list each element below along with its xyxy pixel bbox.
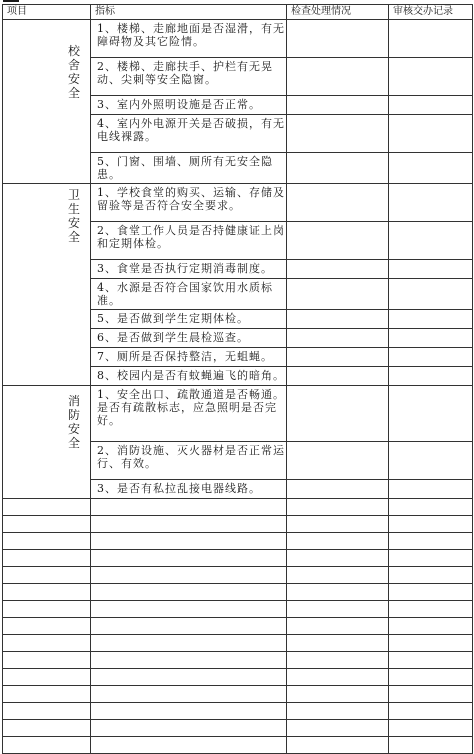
header-underline-mark [3, 0, 19, 2]
safety-inspection-table [2, 4, 473, 754]
indicator-cell: 3、室内外照明设施是否正常。 [91, 96, 287, 115]
inspection-cell[interactable] [287, 367, 389, 386]
empty-cell[interactable] [3, 618, 91, 635]
empty-cell[interactable] [389, 737, 473, 754]
empty-row [3, 669, 473, 686]
empty-row [3, 567, 473, 584]
empty-cell[interactable] [287, 737, 389, 754]
empty-cell[interactable] [3, 635, 91, 652]
empty-cell[interactable] [3, 703, 91, 720]
review-cell[interactable] [389, 442, 473, 480]
empty-cell[interactable] [91, 720, 287, 737]
empty-cell[interactable] [287, 567, 389, 584]
empty-cell[interactable] [389, 686, 473, 703]
empty-cell[interactable] [287, 720, 389, 737]
empty-cell[interactable] [3, 720, 91, 737]
table-row [3, 184, 473, 222]
header-review: 审核交办记录 [389, 5, 473, 20]
empty-row [3, 533, 473, 550]
empty-row [3, 737, 473, 754]
indicator-cell: 5、是否做到学生定期体检。 [91, 310, 287, 329]
inspection-cell[interactable] [287, 184, 389, 222]
inspection-cell[interactable] [287, 153, 389, 184]
empty-rows [3, 499, 473, 754]
inspection-cell[interactable] [287, 260, 389, 279]
empty-cell[interactable] [389, 550, 473, 567]
indicator-cell: 2、食堂工作人员是否持健康证上岗和定期体检。 [91, 222, 287, 260]
review-cell[interactable] [389, 279, 473, 310]
inspection-cell[interactable] [287, 310, 389, 329]
indicator-cell: 4、室内外电源开关是否破损，有无电线裸露。 [91, 115, 287, 153]
category-fire [3, 386, 91, 499]
indicator-cell: 8、校园内是否有蚊蝇遍飞的暗角。 [91, 367, 287, 386]
empty-cell[interactable] [91, 669, 287, 686]
category-label: 卫生安全 [67, 188, 80, 244]
indicator-cell: 5、门窗、围墙、厕所有无安全隐患。 [91, 153, 287, 184]
empty-cell[interactable] [389, 567, 473, 584]
review-cell[interactable] [389, 20, 473, 58]
empty-row [3, 686, 473, 703]
inspection-cell[interactable] [287, 20, 389, 58]
inspection-cell[interactable] [287, 329, 389, 348]
empty-row [3, 618, 473, 635]
category-label: 消防安全 [67, 394, 80, 450]
header-inspection: 检查处理情况 [287, 5, 389, 20]
review-cell[interactable] [389, 222, 473, 260]
empty-cell[interactable] [287, 584, 389, 601]
empty-cell[interactable] [3, 550, 91, 567]
empty-cell[interactable] [91, 601, 287, 618]
empty-row [3, 601, 473, 618]
review-cell[interactable] [389, 184, 473, 222]
empty-cell[interactable] [287, 686, 389, 703]
empty-cell[interactable] [287, 618, 389, 635]
header-indicator: 指标 [91, 5, 287, 20]
indicator-cell: 3、是否有私拉乱接电器线路。 [91, 480, 287, 499]
empty-cell[interactable] [3, 567, 91, 584]
empty-cell[interactable] [3, 584, 91, 601]
empty-cell[interactable] [389, 635, 473, 652]
inspection-cell[interactable] [287, 115, 389, 153]
inspection-cell[interactable] [287, 442, 389, 480]
review-cell[interactable] [389, 480, 473, 499]
review-cell[interactable] [389, 153, 473, 184]
empty-cell[interactable] [389, 601, 473, 618]
empty-row [3, 499, 473, 516]
header-project: 项目 [3, 5, 91, 20]
empty-cell[interactable] [91, 703, 287, 720]
empty-cell[interactable] [91, 567, 287, 584]
empty-cell[interactable] [287, 499, 389, 516]
inspection-cell[interactable] [287, 348, 389, 367]
empty-cell[interactable] [91, 635, 287, 652]
indicator-cell: 6、是否做到学生晨检巡查。 [91, 329, 287, 348]
empty-cell[interactable] [389, 516, 473, 533]
table-row [3, 20, 473, 58]
empty-cell[interactable] [389, 652, 473, 669]
indicator-cell: 7、厕所是否保持整洁，无蛆蝇。 [91, 348, 287, 367]
review-cell[interactable] [389, 329, 473, 348]
indicator-cell: 2、消防设施、灭火器材是否正常运行、有效。 [91, 442, 287, 480]
empty-cell[interactable] [3, 499, 91, 516]
review-cell[interactable] [389, 367, 473, 386]
header-row [3, 5, 473, 20]
empty-row [3, 550, 473, 567]
review-cell[interactable] [389, 58, 473, 96]
table-row [3, 386, 473, 442]
empty-cell[interactable] [91, 533, 287, 550]
empty-cell[interactable] [3, 686, 91, 703]
indicator-cell: 1、安全出口、疏散通道是否畅通。是否有疏散标志，应急照明是否完好。 [91, 386, 287, 442]
review-cell[interactable] [389, 386, 473, 442]
empty-cell[interactable] [91, 550, 287, 567]
empty-cell[interactable] [287, 516, 389, 533]
empty-cell[interactable] [287, 669, 389, 686]
category-label: 校舍安全 [67, 44, 80, 100]
empty-cell[interactable] [91, 686, 287, 703]
empty-row [3, 652, 473, 669]
inspection-cell[interactable] [287, 58, 389, 96]
empty-cell[interactable] [3, 601, 91, 618]
empty-cell[interactable] [389, 703, 473, 720]
empty-row [3, 703, 473, 720]
review-cell[interactable] [389, 310, 473, 329]
empty-cell[interactable] [3, 516, 91, 533]
empty-cell[interactable] [91, 516, 287, 533]
indicator-cell: 2、楼梯、走廊扶手、护栏有无晃动、尖刺等安全隐窗。 [91, 58, 287, 96]
inspection-cell[interactable] [287, 386, 389, 442]
inspection-cell[interactable] [287, 279, 389, 310]
empty-cell[interactable] [389, 499, 473, 516]
empty-cell[interactable] [3, 737, 91, 754]
review-cell[interactable] [389, 115, 473, 153]
empty-row [3, 720, 473, 737]
empty-cell[interactable] [389, 533, 473, 550]
empty-cell[interactable] [3, 533, 91, 550]
inspection-cell[interactable] [287, 96, 389, 115]
empty-cell[interactable] [91, 584, 287, 601]
empty-cell[interactable] [389, 720, 473, 737]
empty-cell[interactable] [389, 669, 473, 686]
empty-row [3, 635, 473, 652]
empty-cell[interactable] [91, 737, 287, 754]
empty-row [3, 584, 473, 601]
empty-cell[interactable] [389, 584, 473, 601]
empty-cell[interactable] [389, 618, 473, 635]
empty-cell[interactable] [287, 533, 389, 550]
empty-cell[interactable] [91, 652, 287, 669]
review-cell[interactable] [389, 260, 473, 279]
empty-cell[interactable] [3, 669, 91, 686]
indicator-cell: 4、水源是否符合国家饮用水质标准。 [91, 279, 287, 310]
empty-cell[interactable] [91, 618, 287, 635]
empty-row [3, 516, 473, 533]
review-cell[interactable] [389, 348, 473, 367]
review-cell[interactable] [389, 96, 473, 115]
inspection-cell[interactable] [287, 480, 389, 499]
empty-cell[interactable] [287, 635, 389, 652]
empty-cell[interactable] [287, 601, 389, 618]
empty-cell[interactable] [3, 652, 91, 669]
empty-cell[interactable] [91, 499, 287, 516]
empty-cell[interactable] [287, 703, 389, 720]
indicator-cell: 3、食堂是否执行定期消毒制度。 [91, 260, 287, 279]
category-hygiene [3, 184, 91, 386]
inspection-cell[interactable] [287, 222, 389, 260]
empty-cell[interactable] [287, 652, 389, 669]
indicator-cell: 1、学校食堂的购买、运输、存储及留验等是否符合安全要求。 [91, 184, 287, 222]
category-school-building [3, 20, 91, 184]
indicator-cell: 1、楼梯、走廊地面是否湿滑，有无障碍物及其它险情。 [91, 20, 287, 58]
empty-cell[interactable] [287, 550, 389, 567]
